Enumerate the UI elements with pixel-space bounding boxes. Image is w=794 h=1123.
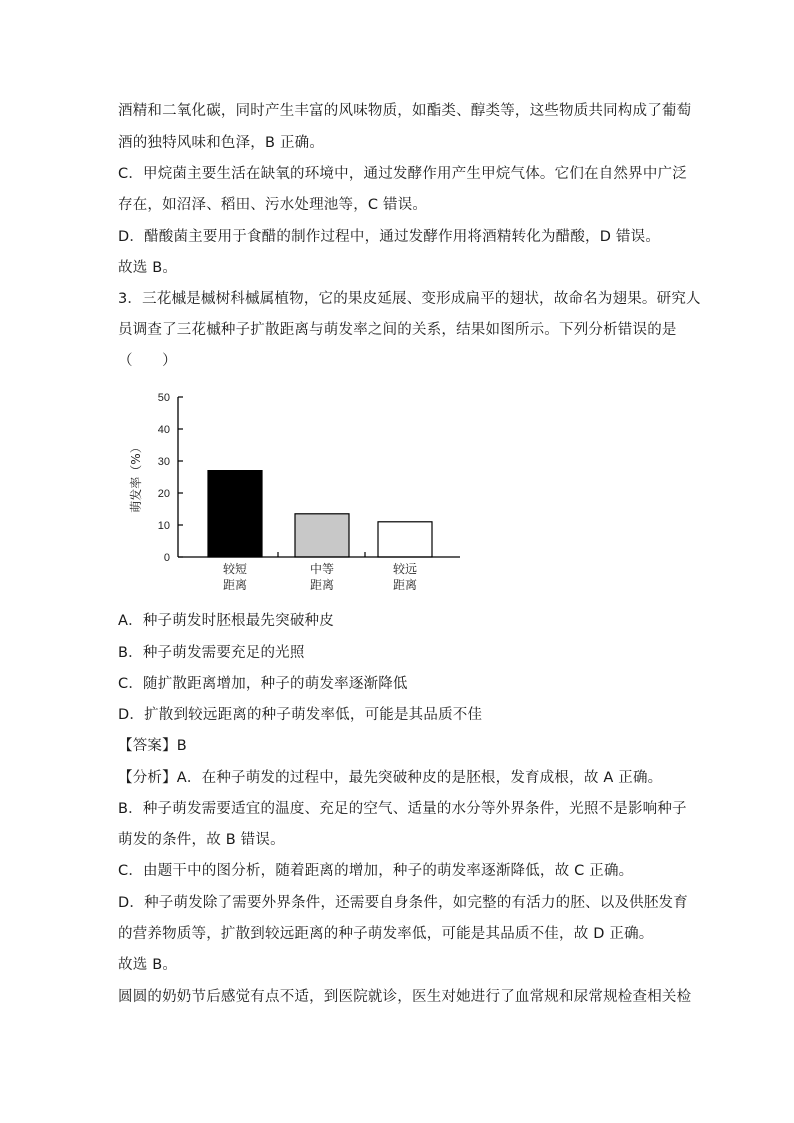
category-label: 中等 xyxy=(309,562,335,576)
option-a: A．种子萌发时胚根最先突破种皮 xyxy=(118,613,334,629)
analysis-line: D．种子萌发除了需要外界条件，还需要自身条件，如完整的有活力的胚、以及供胚发育 xyxy=(118,895,688,911)
bar xyxy=(295,514,349,557)
analysis-line: 的营养物质等，扩散到较远距离的种子萌发率低，可能是其品质不佳，故 D 正确。 xyxy=(118,926,654,942)
y-tick-label: 10 xyxy=(157,520,170,532)
category-label: 距离 xyxy=(222,578,248,592)
y-tick-label: 50 xyxy=(157,392,170,404)
analysis-line: C．由题干中的图分析，随着距离的增加，种子的萌发率逐渐降低，故 C 正确。 xyxy=(118,863,634,879)
x-axis xyxy=(178,552,460,592)
text-line: 酒的独特风味和色泽，B 正确。 xyxy=(118,135,325,151)
option-c: C．随扩散距离增加，种子的萌发率逐渐降低 xyxy=(118,676,408,692)
text-line: 存在，如沼泽、稻田、污水处理池等，C 错误。 xyxy=(118,197,428,213)
bar xyxy=(378,522,432,557)
question-3-stem: 员调查了三花槭种子扩散距离与萌发率之间的关系，结果如图所示。下列分析错误的是 xyxy=(118,322,677,338)
analysis-line: B．种子萌发需要适宜的温度、充足的空气、适量的水分等外界条件，光照不是影响种子 xyxy=(118,801,687,817)
category-label: 距离 xyxy=(392,578,418,592)
next-question-stem: 圆圆的奶奶节后感觉有点不适，到医院就诊，医生对她进行了血常规和尿常规检查相关检 xyxy=(118,989,692,1005)
option-d: D．扩散到较远距离的种子萌发率低，可能是其品质不佳 xyxy=(118,707,483,723)
text-line: 酒精和二氧化碳，同时产生丰富的风味物质，如酯类、醇类等，这些物质共同构成了葡萄 xyxy=(118,103,692,119)
bars xyxy=(208,471,432,557)
y-tick-label: 0 xyxy=(163,552,170,564)
germination-bar-chart xyxy=(118,380,478,600)
option-b: B．种子萌发需要充足的光照 xyxy=(118,645,305,661)
y-tick-label: 20 xyxy=(157,488,170,500)
y-axis xyxy=(158,392,183,564)
answer-line: 【答案】B xyxy=(118,738,187,754)
conclusion-line: 故选 B。 xyxy=(118,957,178,973)
analysis-line: 【分析】A．在种子萌发的过程中，最先突破种皮的是胚根，发育成根，故 A 正确。 xyxy=(118,770,663,786)
text-line: 故选 B。 xyxy=(118,260,178,276)
text-line: D．醋酸菌主要用于食醋的制作过程中，通过发酵作用将酒精转化为醋酸，D 错误。 xyxy=(118,229,661,245)
category-label: 较远 xyxy=(392,562,418,576)
category-label: 较短 xyxy=(222,562,248,576)
category-label: 距离 xyxy=(309,578,335,592)
answer-blank: （ ） xyxy=(118,353,177,369)
question-3-stem: 3．三花槭是槭树科槭属植物，它的果皮延展、变形成扁平的翅状，故命名为翅果。研究人 xyxy=(118,291,701,307)
bar xyxy=(208,471,262,557)
text-line: C．甲烷菌主要生活在缺氧的环境中，通过发酵作用产生甲烷气体。它们在自然界中广泛 xyxy=(118,166,687,182)
y-tick-label: 30 xyxy=(157,456,170,468)
analysis-line: 萌发的条件，故 B 错误。 xyxy=(118,832,285,848)
y-tick-label: 40 xyxy=(157,424,170,436)
y-axis-label: 萌发率（%） xyxy=(129,441,143,513)
